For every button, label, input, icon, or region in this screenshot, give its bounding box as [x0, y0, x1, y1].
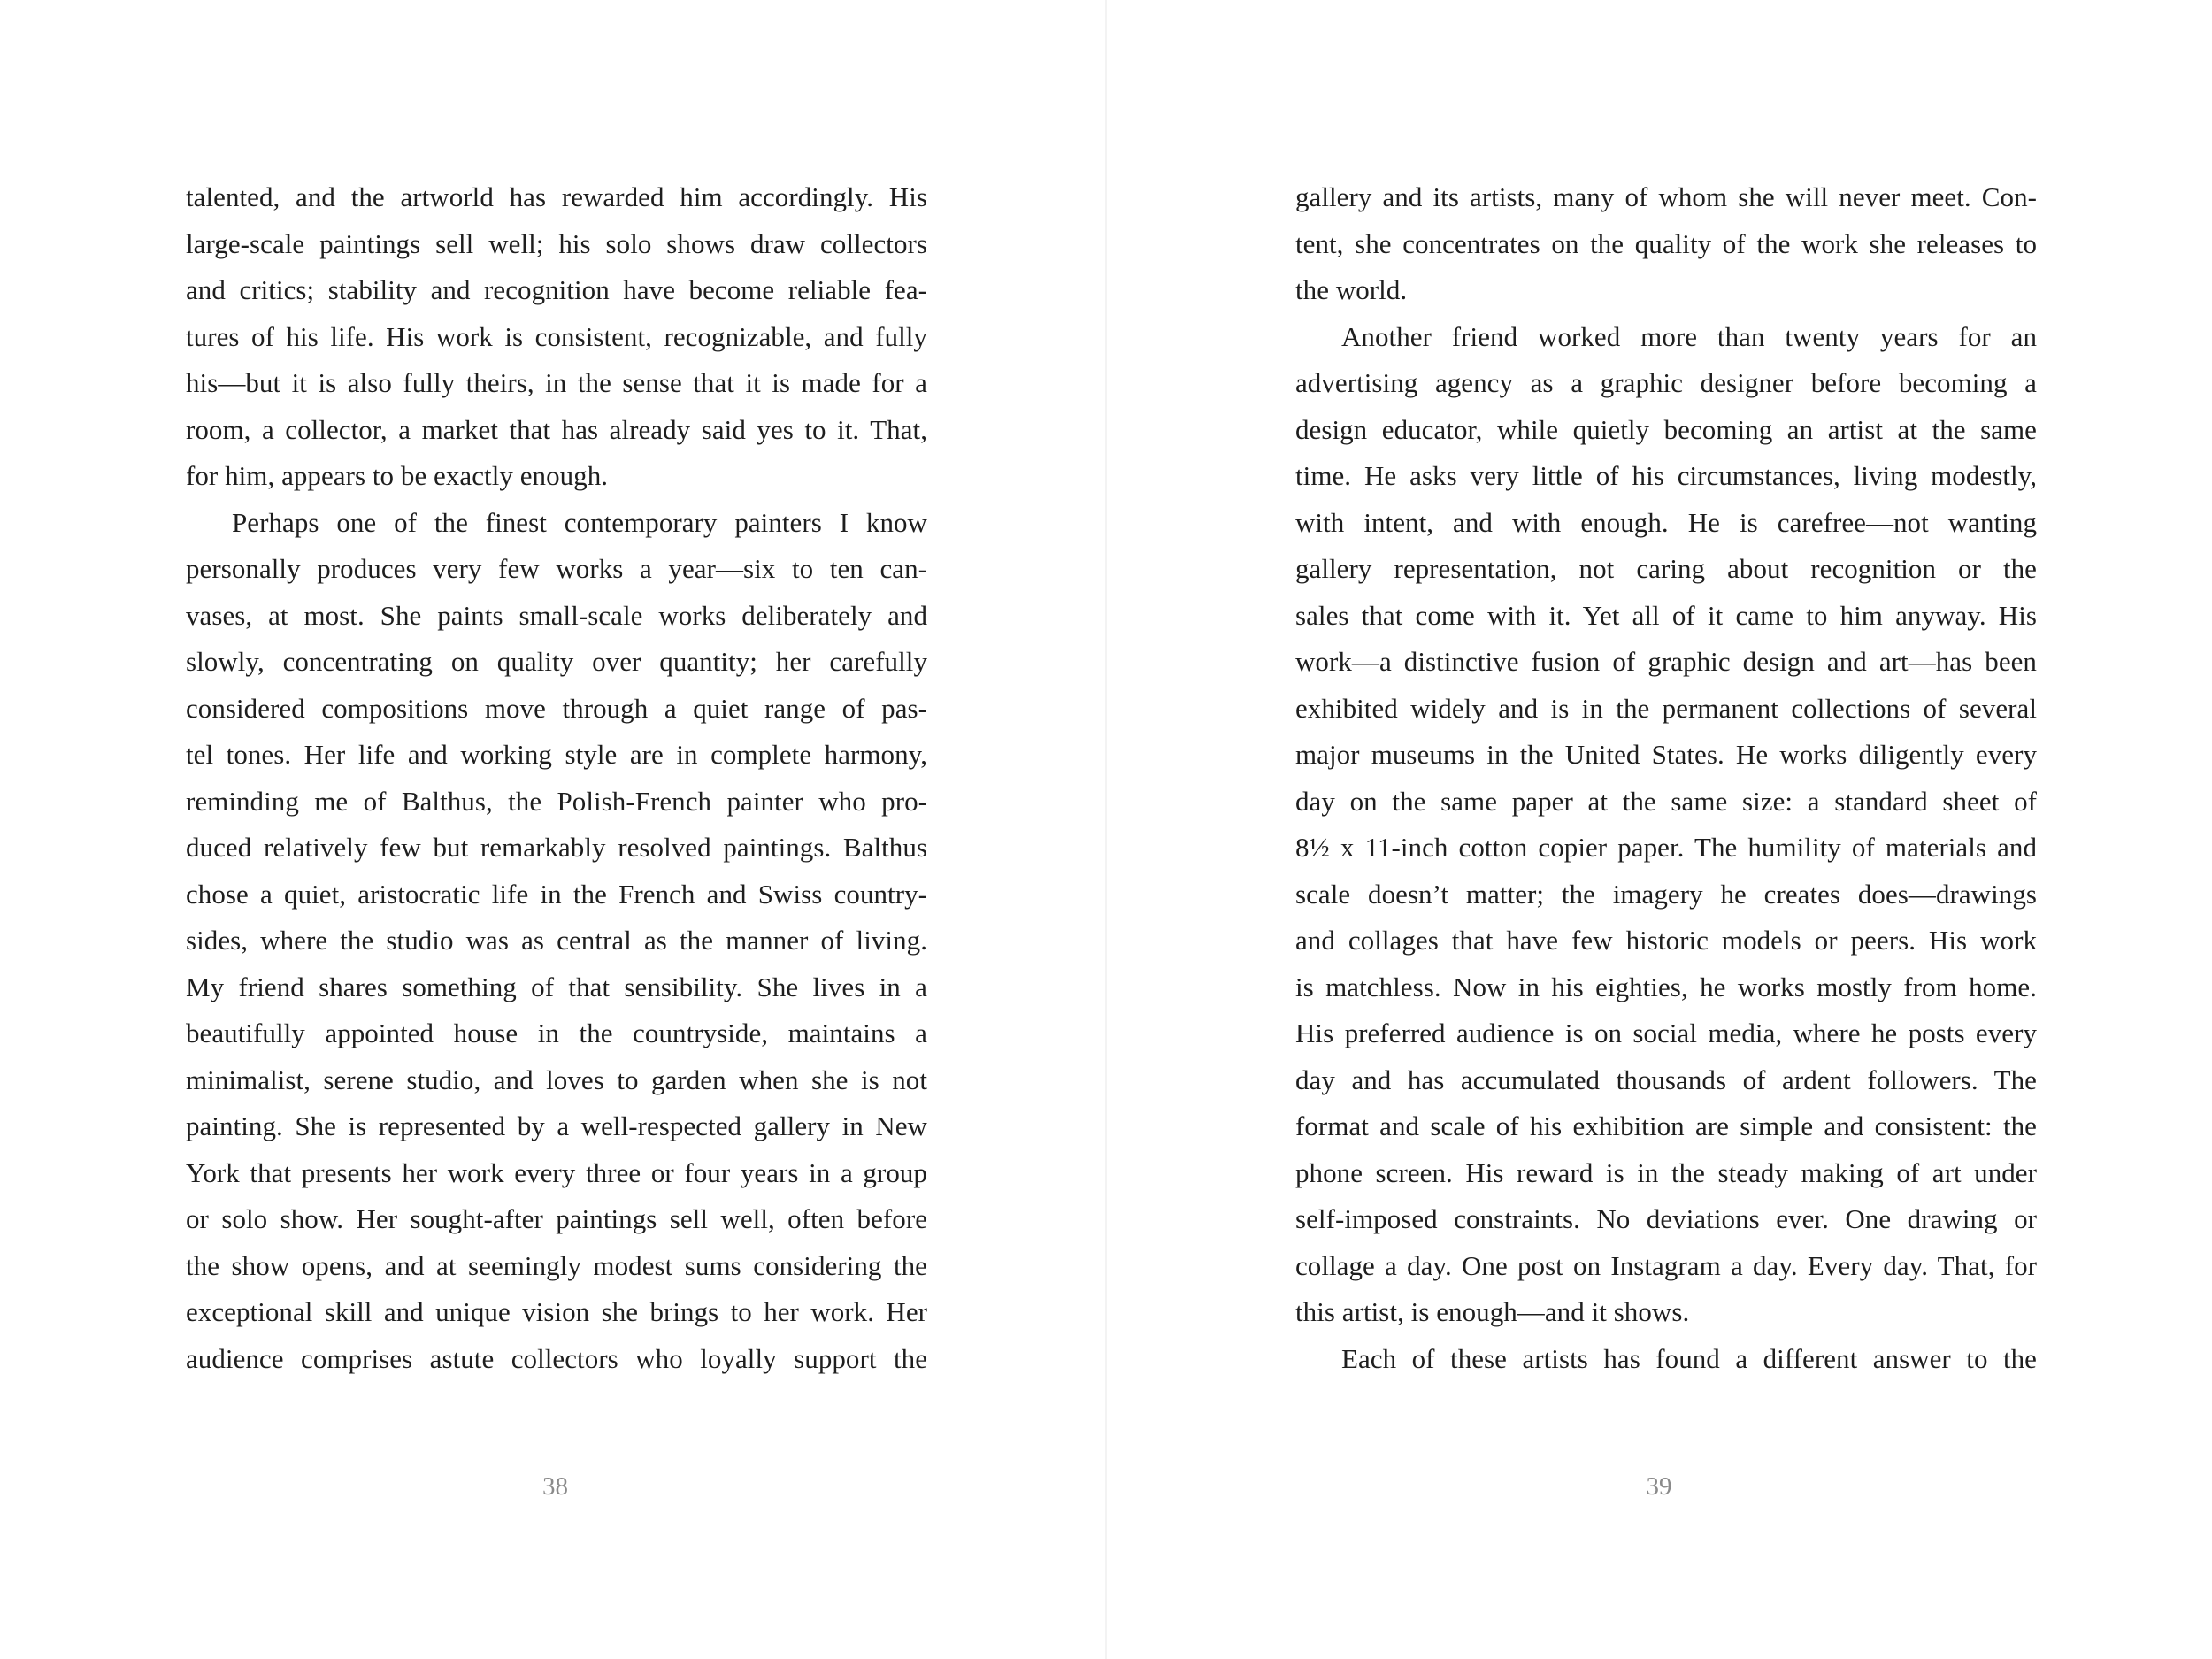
- text-line: large-scale paintings sell well; his solo shows draw collectors: [186, 227, 927, 259]
- paragraph-start-line: Perhaps one of the finest contemporary painters I know: [232, 506, 927, 538]
- paragraph-end-line: for him, appears to be exactly enough.: [186, 460, 609, 491]
- paragraph-end-line: the world.: [1295, 274, 1408, 305]
- text-line: exhibited widely and is in the permanent collections of several: [1295, 692, 2037, 724]
- page-number: 39: [1646, 1472, 1672, 1501]
- text-line: audience comprises astute collectors who loyally support the: [186, 1342, 927, 1374]
- text-line: work—a distinctive fusion of graphic design and art—has been: [1295, 646, 2037, 677]
- text-line: duced relatively few but remarkably resolved paintings. Balthus: [186, 832, 927, 863]
- text-line: vases, at most. She paints small-scale works deliberately and: [186, 599, 927, 631]
- text-line: personally produces very few works a year—six to ten can-: [186, 553, 927, 584]
- text-line: 8½ x 11-inch cotton copier paper. The humility of materials and: [1295, 832, 2037, 863]
- text-line: or solo show. Her sought-after paintings sell well, often before: [186, 1203, 927, 1234]
- text-line: major museums in the United States. He works diligently every: [1295, 739, 2037, 770]
- text-line: considered compositions move through a quiet range of pas-: [186, 692, 927, 724]
- text-line: format and scale of his exhibition are simple and consistent: the: [1295, 1110, 2037, 1141]
- page-number: 38: [542, 1472, 568, 1501]
- text-line: His preferred audience is on social media, where he posts every: [1295, 1018, 2037, 1048]
- text-line: tel tones. Her life and working style are in complete harmony,: [186, 739, 927, 770]
- paragraph-end-line: this artist, is enough—and it shows.: [1295, 1296, 1690, 1327]
- left-page-text: [186, 174, 927, 1382]
- text-line: self-imposed constraints. No deviations ever. One drawing or: [1295, 1203, 2037, 1234]
- paragraph-start-line: Each of these artists has found a different answer to the: [1341, 1342, 2037, 1374]
- text-line: is matchless. Now in his eighties, he works mostly from home.: [1295, 971, 2037, 1002]
- text-line: with intent, and with enough. He is carefree—not wanting: [1295, 506, 2037, 538]
- text-line: slowly, concentrating on quality over quantity; her carefully: [186, 646, 927, 677]
- text-line: sales that come with it. Yet all of it came to him anyway. His: [1295, 599, 2037, 631]
- text-line: My friend shares something of that sensibility. She lives in a: [186, 971, 927, 1002]
- text-line: day on the same paper at the same size: a standard sheet of: [1295, 785, 2037, 817]
- text-line: York that presents her work every three or four years in a group: [186, 1156, 927, 1188]
- right-page-text: [1295, 174, 2037, 1382]
- text-line: scale doesn’t matter; the imagery he creates does—drawings: [1295, 878, 2037, 910]
- text-line: minimalist, serene studio, and loves to garden when she is not: [186, 1064, 927, 1095]
- text-line: beautifully appointed house in the countryside, maintains a: [186, 1018, 927, 1048]
- text-line: gallery and its artists, many of whom she will never meet. Con-: [1295, 181, 2037, 212]
- text-line: and collages that have few historic models or peers. His work: [1295, 925, 2037, 956]
- text-line: tent, she concentrates on the quality of the work she releases to: [1295, 227, 2037, 259]
- text-line: time. He asks very little of his circumstances, living modestly,: [1295, 460, 2037, 491]
- text-line: his—but it is also fully theirs, in the sense that it is made for a: [186, 367, 927, 398]
- text-line: advertising agency as a graphic designer before becoming a: [1295, 367, 2037, 398]
- text-line: talented, and the artworld has rewarded him accordingly. His: [186, 181, 927, 212]
- right-page: [1106, 0, 2212, 1659]
- paragraph-start-line: Another friend worked more than twenty years for an: [1341, 320, 2037, 352]
- text-line: reminding me of Balthus, the Polish-French painter who pro-: [186, 785, 927, 817]
- text-line: and critics; stability and recognition have become reliable fea-: [186, 274, 927, 305]
- text-line: collage a day. One post on Instagram a day. Every day. That, for: [1295, 1249, 2037, 1281]
- text-line: sides, where the studio was as central as the manner of living.: [186, 925, 927, 956]
- text-line: exceptional skill and unique vision she brings to her work. Her: [186, 1296, 927, 1327]
- text-line: design educator, while quietly becoming an artist at the same: [1295, 413, 2037, 445]
- text-line: day and has accumulated thousands of ardent followers. The: [1295, 1064, 2037, 1095]
- text-line: phone screen. His reward is in the steady making of art under: [1295, 1156, 2037, 1188]
- text-line: painting. She is represented by a well-respected gallery in New: [186, 1110, 927, 1141]
- text-line: gallery representation, not caring about recognition or the: [1295, 553, 2037, 584]
- text-line: room, a collector, a market that has already said yes to it. That,: [186, 413, 927, 445]
- text-line: chose a quiet, aristocratic life in the French and Swiss country-: [186, 878, 927, 910]
- text-line: tures of his life. His work is consistent, recognizable, and fully: [186, 320, 927, 352]
- text-line: the show opens, and at seemingly modest sums considering the: [186, 1249, 927, 1281]
